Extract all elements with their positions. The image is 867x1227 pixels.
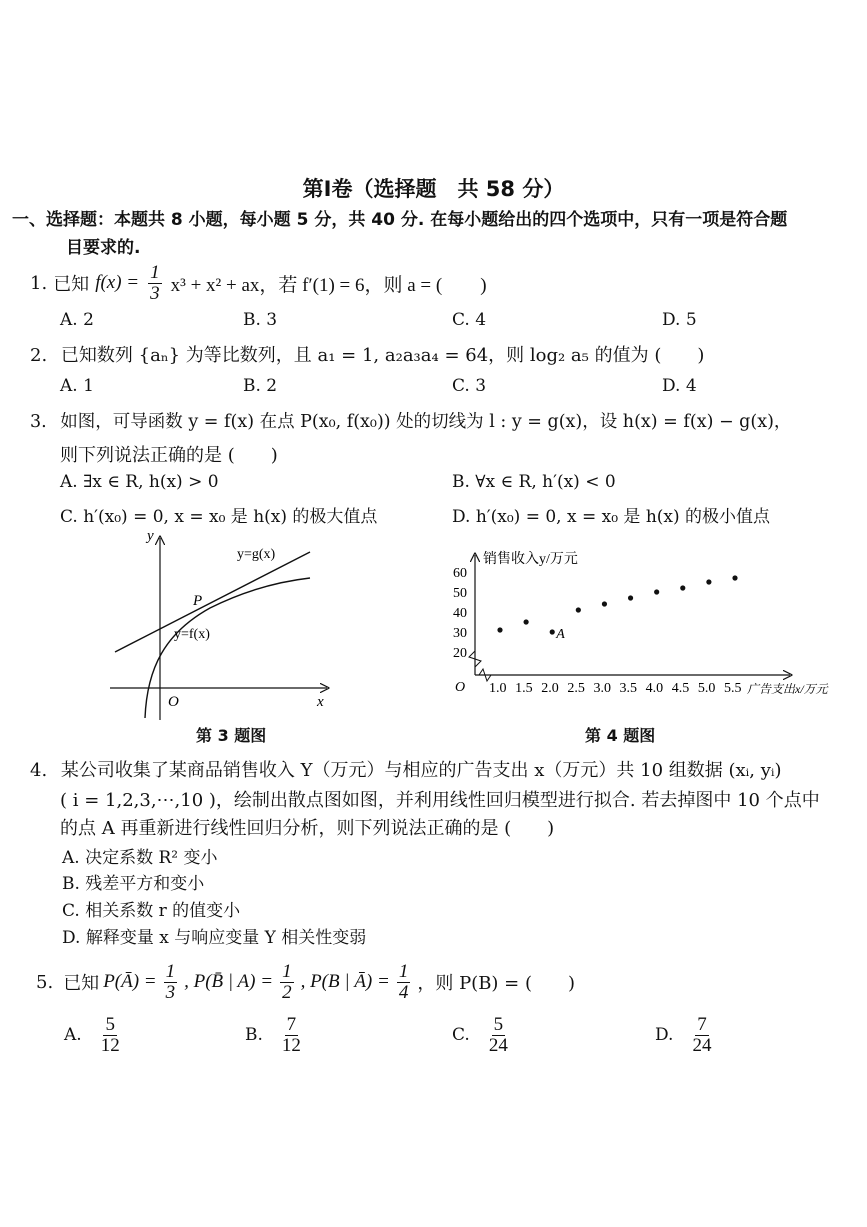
q5-option-d-letter: D. xyxy=(655,1025,674,1046)
fig4-x-label: 广告支出x/万元 xyxy=(747,682,828,696)
scatter-point xyxy=(550,629,555,634)
figure-3 xyxy=(105,528,335,723)
q5-frac1-num: 1 xyxy=(165,961,176,982)
scatter-point xyxy=(602,601,607,606)
question-3 xyxy=(30,408,791,433)
question-1-rest: x³ + x² + ax，若 f′(1) = 6，则 a = ( ) xyxy=(170,274,487,296)
scatter-point xyxy=(732,575,737,580)
fig4-y-label: 销售收入y/万元 xyxy=(483,552,578,567)
question-4-line2: ( i = 1,2,3,⋯,10 )，绘制出散点图如图，并利用线性回归模型进行拟合. 若去掉图中 10 个点中 xyxy=(60,790,820,811)
q1-option-b[interactable]: B. 3 xyxy=(243,310,278,330)
q4-option-c[interactable]: C. 相关系数 r 的值变小 xyxy=(62,901,241,921)
q2-option-b[interactable]: B. 2 xyxy=(243,376,278,396)
fig3-origin-label: O xyxy=(168,694,179,710)
q5-option-a-num: 5 xyxy=(105,1014,115,1035)
x-tick-label: 1.0 xyxy=(489,681,507,696)
x-tick-label: 3.5 xyxy=(619,681,638,696)
point-a-label: A xyxy=(556,627,565,642)
q5-frac3-num: 1 xyxy=(398,961,409,982)
fig3-p-label: P xyxy=(193,593,203,609)
q2-option-d[interactable]: D. 4 xyxy=(662,376,697,396)
question-4 xyxy=(30,756,782,782)
fraction-denominator: 3 xyxy=(150,282,160,304)
question-2-number: 2. xyxy=(30,345,48,366)
scatter-point xyxy=(706,579,711,584)
question-2 xyxy=(30,341,704,367)
q5-p3: , P(B | Ā) = xyxy=(300,971,390,993)
fig3-y-label: y xyxy=(147,528,154,544)
question-1 xyxy=(30,263,487,304)
question-5 xyxy=(36,962,575,1003)
q2-option-a[interactable]: A. 1 xyxy=(60,376,94,396)
tangent-line-g xyxy=(115,552,310,652)
x-tick-label: 1.5 xyxy=(515,681,533,696)
q5-frac2 xyxy=(280,962,294,1003)
q5-option-b-fraction xyxy=(280,1015,303,1056)
q5-option-b-den: 12 xyxy=(281,1034,301,1056)
x-tick-label: 4.5 xyxy=(671,681,690,696)
scatter-point xyxy=(680,585,685,590)
q5-option-b[interactable] xyxy=(245,1015,306,1056)
q4-option-d[interactable]: D. 解释变量 x 与响应变量 Y 相关性变弱 xyxy=(62,928,367,948)
figure-3-caption: 第 3 题图 xyxy=(196,726,267,745)
section-instruction-line2: 目要求的. xyxy=(66,238,141,258)
q1-option-a[interactable]: A. 2 xyxy=(60,310,94,330)
question-3-line1: 如图，可导函数 y = f(x) 在点 P(x₀, f(x₀)) 处的切线为 l : y = g(x)，设 h(x) = f(x) − g(x)， xyxy=(60,412,792,432)
q3-option-c[interactable]: C. h′(x₀) = 0, x = x₀ 是 h(x) 的极大值点 xyxy=(60,507,378,527)
q5-option-b-letter: B. xyxy=(245,1025,263,1046)
q1-option-c[interactable]: C. 4 xyxy=(452,310,487,330)
q5-option-d-num: 7 xyxy=(697,1014,707,1035)
q5-post: ，则 P(B) = ( ) xyxy=(417,973,576,995)
q5-option-b-num: 7 xyxy=(286,1014,297,1035)
x-tick-label: 3.0 xyxy=(593,681,611,696)
question-5-number: 5. xyxy=(36,971,54,993)
y-tick-label: 40 xyxy=(453,606,467,621)
fig3-f-label: y=f(x) xyxy=(174,627,210,642)
fig3-g-label: y=g(x) xyxy=(237,547,276,562)
q5-option-c-fraction xyxy=(487,1015,510,1056)
question-1-pre: 已知 xyxy=(53,274,90,296)
q5-option-a-letter: A. xyxy=(64,1025,82,1046)
q5-frac3 xyxy=(397,962,411,1003)
y-tick-label: 50 xyxy=(453,586,467,601)
section-instruction-line1: 一、选择题：本题共 8 小题，每小题 5 分，共 40 分. 在每小题给出的四个选项中，只有一项是符合题 xyxy=(12,210,788,230)
scatter-point xyxy=(654,589,659,594)
fig3-x-label: x xyxy=(317,694,324,710)
fraction-numerator: 1 xyxy=(150,262,160,283)
q3-option-b[interactable]: B. ∀x ∈ R, h′(x) < 0 xyxy=(452,472,616,492)
figure-4-caption: 第 4 题图 xyxy=(585,726,656,745)
x-tick-label: 5.5 xyxy=(724,681,742,696)
q5-option-c-num: 5 xyxy=(493,1014,504,1035)
question-5-pre: 已知 xyxy=(63,973,100,995)
q5-option-d-fraction xyxy=(690,1015,713,1056)
y-tick-label: 60 xyxy=(453,566,467,581)
q5-frac2-den: 2 xyxy=(282,981,292,1003)
question-1-number: 1. xyxy=(30,272,48,294)
question-3-line2: 则下列说法正确的是 ( ) xyxy=(60,445,278,466)
question-4-number: 4. xyxy=(30,760,48,781)
x-tick-label: 2.0 xyxy=(541,681,559,696)
q5-frac2-num: 1 xyxy=(282,961,292,982)
y-tick-label: 30 xyxy=(453,626,467,641)
x-tick-label: 4.0 xyxy=(645,681,664,696)
fig4-origin-label: O xyxy=(455,680,466,695)
q5-option-c[interactable] xyxy=(452,1015,513,1056)
q5-p1: P(Ā) = xyxy=(103,971,157,993)
q5-option-a[interactable] xyxy=(64,1015,125,1056)
question-3-number: 3. xyxy=(30,412,47,432)
q5-option-a-den: 12 xyxy=(100,1034,120,1056)
question-4-line3: 的点 A 再重新进行线性回归分析，则下列说法正确的是 ( ) xyxy=(60,818,555,839)
scatter-point xyxy=(524,619,529,624)
question-2-text: 已知数列 {aₙ} 为等比数列，且 a₁ = 1, a₂a₃a₄ = 64，则 log₂ a₅ 的值为 ( ) xyxy=(60,345,705,366)
x-tick-label: 2.5 xyxy=(567,681,585,696)
q3-option-a[interactable]: A. ∃x ∈ R, h(x) > 0 xyxy=(60,472,219,492)
q4-option-b[interactable]: B. 残差平方和变小 xyxy=(62,874,205,894)
q5-p2: , P(B̄ | A) = xyxy=(184,971,274,993)
scatter-point xyxy=(628,595,633,600)
x-tick-label: 5.0 xyxy=(697,681,716,696)
y-tick-label: 20 xyxy=(453,646,467,661)
question-4-line1: 某公司收集了某商品销售收入 Y（万元）与相应的广告支出 x（万元）共 10 组数据 (xᵢ, yᵢ) xyxy=(60,760,782,781)
question-1-fx: f(x) = xyxy=(95,272,140,294)
q5-option-c-den: 24 xyxy=(488,1034,508,1056)
q5-option-a-fraction xyxy=(99,1015,122,1056)
scatter-point xyxy=(497,627,502,632)
q5-frac1-den: 3 xyxy=(165,981,176,1003)
question-1-fraction xyxy=(148,263,162,304)
q1-option-d[interactable]: D. 5 xyxy=(662,310,697,330)
q5-option-d-den: 24 xyxy=(692,1034,712,1056)
scatter-point xyxy=(576,607,581,612)
q5-option-c-letter: C. xyxy=(452,1025,470,1046)
q5-frac3-den: 4 xyxy=(398,981,409,1003)
page-title: 第Ⅰ卷（选择题 共 58 分） xyxy=(302,177,565,201)
q4-option-a[interactable]: A. 决定系数 R² 变小 xyxy=(62,848,218,868)
q3-option-d[interactable]: D. h′(x₀) = 0, x = x₀ 是 h(x) 的极小值点 xyxy=(452,507,771,527)
q2-option-c[interactable]: C. 3 xyxy=(452,376,487,396)
q5-frac1 xyxy=(164,962,178,1003)
q5-option-d[interactable] xyxy=(655,1015,716,1056)
figure-4-scatter xyxy=(445,545,865,723)
